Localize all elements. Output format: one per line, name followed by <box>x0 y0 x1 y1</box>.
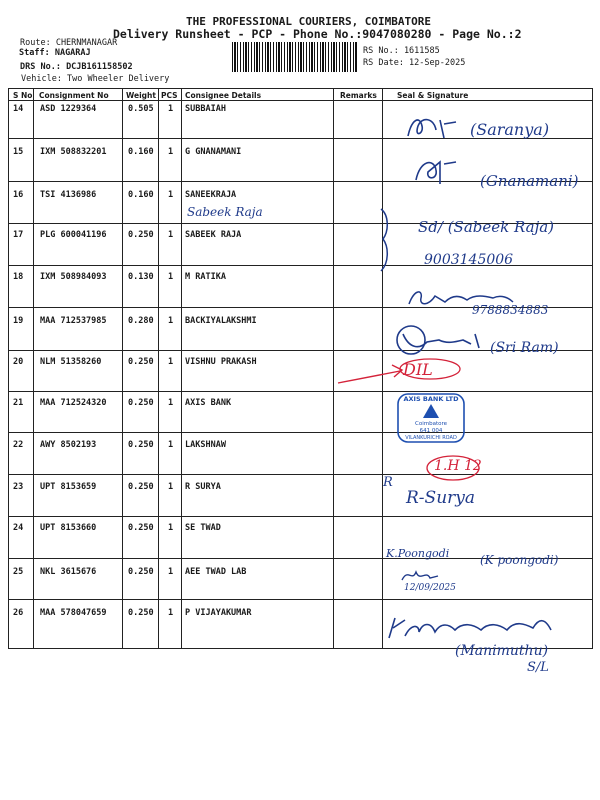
row-divider <box>9 599 592 600</box>
cell-consignee: P VIJAYAKUMAR <box>185 608 252 618</box>
company-title: THE PROFESSIONAL COURIERS, COIMBATORE <box>186 15 432 28</box>
cell-pcs: 1 <box>168 316 174 326</box>
cell-consignee: AXIS BANK <box>185 398 232 408</box>
signature-r15 <box>410 150 490 190</box>
rs-date: RS Date: 12-Sep-2025 <box>363 58 466 68</box>
cell-sno: 25 <box>13 567 24 577</box>
cell-consignee: AEE TWAD LAB <box>185 567 247 577</box>
hand-r17: Sd/ (Sabeek Raja) <box>418 218 555 236</box>
cell-pcs: 1 <box>168 398 174 408</box>
row-divider <box>9 432 592 433</box>
cell-consignment: TSI 4136986 <box>40 190 97 200</box>
cell-sno: 26 <box>13 608 24 618</box>
hand-r15: (Gnanamani) <box>480 172 579 190</box>
row-divider <box>9 474 592 475</box>
cell-consignment: IXM 508832201 <box>40 147 107 157</box>
cell-pcs: 1 <box>168 190 174 200</box>
signature-r19 <box>393 320 488 360</box>
cell-consignee: R SURYA <box>185 482 221 492</box>
drs-line <box>20 62 133 72</box>
col-consignment: Consignment No <box>39 91 109 100</box>
cell-sno: 20 <box>13 357 24 367</box>
hand-r17-phone: 9003145006 <box>424 252 514 268</box>
cell-consignment: AWY 8502193 <box>40 440 97 450</box>
cell-weight: 0.280 <box>128 316 154 326</box>
rs-number: RS No.: 1611585 <box>363 46 440 56</box>
staff-label: Staff: <box>19 48 55 58</box>
cell-consignment: NLM 51358260 <box>40 357 102 367</box>
drs-label: DRS No.: <box>20 62 67 72</box>
cell-sno: 19 <box>13 316 24 326</box>
cell-pcs: 1 <box>168 104 174 114</box>
cell-pcs: 1 <box>168 230 174 240</box>
cell-consignment: UPT 8153660 <box>40 523 97 533</box>
hand-r25-name: K.Poongodi <box>386 547 450 560</box>
hand-r26: (Manimuthu) <box>455 643 549 659</box>
hand-r26-sl: S/L <box>527 660 549 675</box>
cell-pcs: 1 <box>168 567 174 577</box>
cell-sno: 18 <box>13 272 24 282</box>
cell-sno: 15 <box>13 147 24 157</box>
runsheet-title: Delivery Runsheet - PCP - Phone No.:9047080280 - Page No.:2 <box>113 27 522 41</box>
cell-consignee: G GNANAMANI <box>185 147 242 157</box>
cell-sno: 16 <box>13 190 24 200</box>
stamp-text-pin: 641 004 <box>419 428 443 434</box>
vehicle-label: Vehicle: Two Wheeler Delivery <box>21 74 170 84</box>
staff-value: NAGARAJ <box>54 48 91 58</box>
hand-r14: (Saranya) <box>470 120 550 139</box>
cell-pcs: 1 <box>168 608 174 618</box>
drs-value: DCJB161158502 <box>66 62 133 72</box>
stamp-text-mid: Coimbatore <box>415 421 447 427</box>
bank-stamp <box>396 392 466 444</box>
cell-consignment: NKL 3615676 <box>40 567 97 577</box>
hand-r25-date: 12/09/2025 <box>404 583 456 593</box>
cell-consignee: LAKSHNAW <box>185 440 226 450</box>
cell-consignee: SABEEK RAJA <box>185 230 242 240</box>
cell-sno: 21 <box>13 398 24 408</box>
hand-r25-paren: (K poongodi) <box>480 553 559 567</box>
staff-line <box>19 48 91 58</box>
col-pcs: PCS <box>161 91 178 100</box>
cell-weight: 0.250 <box>128 482 154 492</box>
cell-consignee: VISHNU PRAKASH <box>185 357 257 367</box>
row-divider <box>9 516 592 517</box>
cell-weight: 0.250 <box>128 608 154 618</box>
cell-consignee: SANEEKRAJA <box>185 190 237 200</box>
route-label: Route: CHERNMANAGAR <box>20 38 118 48</box>
cell-weight: 0.160 <box>128 190 154 200</box>
cell-sno: 24 <box>13 523 24 533</box>
cell-sno: 14 <box>13 104 24 114</box>
cell-weight: 0.130 <box>128 272 154 282</box>
cell-pcs: 1 <box>168 272 174 282</box>
cell-sno: 22 <box>13 440 24 450</box>
hand-r16-name: Sabeek Raja <box>187 205 263 219</box>
cell-weight: 0.250 <box>128 357 154 367</box>
cell-pcs: 1 <box>168 482 174 492</box>
cell-sno: 17 <box>13 230 24 240</box>
cell-pcs: 1 <box>168 523 174 533</box>
cell-weight: 0.250 <box>128 398 154 408</box>
hand-r18: 9788834883 <box>472 303 549 317</box>
hand-r23-mark: R <box>383 475 393 490</box>
cell-consignment: IXM 508984093 <box>40 272 107 282</box>
stamp-text-bottom: VILANKURICHI ROAD <box>405 435 457 441</box>
hand-r20: DIL <box>403 360 433 379</box>
cell-pcs: 1 <box>168 147 174 157</box>
cell-consignment: MAA 712524320 <box>40 398 107 408</box>
cell-sno: 23 <box>13 482 24 492</box>
cell-weight: 0.250 <box>128 440 154 450</box>
row-divider <box>9 391 592 392</box>
cell-consignment: UPT 8153659 <box>40 482 97 492</box>
cell-weight: 0.505 <box>128 104 154 114</box>
col-remarks: Remarks <box>340 91 377 100</box>
barcode <box>232 42 357 72</box>
hand-r22: 1.H 12 <box>434 458 482 474</box>
cell-consignee: BACKIYALAKSHMI <box>185 316 257 326</box>
col-consignee: Consignee Details <box>185 91 262 100</box>
stamp-text-top: AXIS BANK LTD <box>403 395 459 403</box>
cell-consignment: MAA 712537985 <box>40 316 107 326</box>
cell-pcs: 1 <box>168 440 174 450</box>
cell-pcs: 1 <box>168 357 174 367</box>
cell-weight: 0.250 <box>128 230 154 240</box>
circle-r20 <box>396 356 466 382</box>
hand-r23: R-Surya <box>406 488 476 508</box>
cell-consignee: SUBBAIAH <box>185 104 226 114</box>
cell-consignment: ASD 1229364 <box>40 104 97 114</box>
cell-consignee: SE TWAD <box>185 523 221 533</box>
hand-r19: (Sri Ram) <box>490 340 559 356</box>
cell-consignment: MAA 578047659 <box>40 608 107 618</box>
col-sno: S No <box>13 91 33 100</box>
cell-consignment: PLG 600041196 <box>40 230 107 240</box>
bracket-r17 <box>375 205 400 275</box>
cell-weight: 0.160 <box>128 147 154 157</box>
col-weight: Weight <box>126 91 156 100</box>
col-seal-signature: Seal & Signature <box>397 91 469 100</box>
cell-weight: 0.250 <box>128 523 154 533</box>
cell-weight: 0.250 <box>128 567 154 577</box>
cell-consignee: M RATIKA <box>185 272 226 282</box>
